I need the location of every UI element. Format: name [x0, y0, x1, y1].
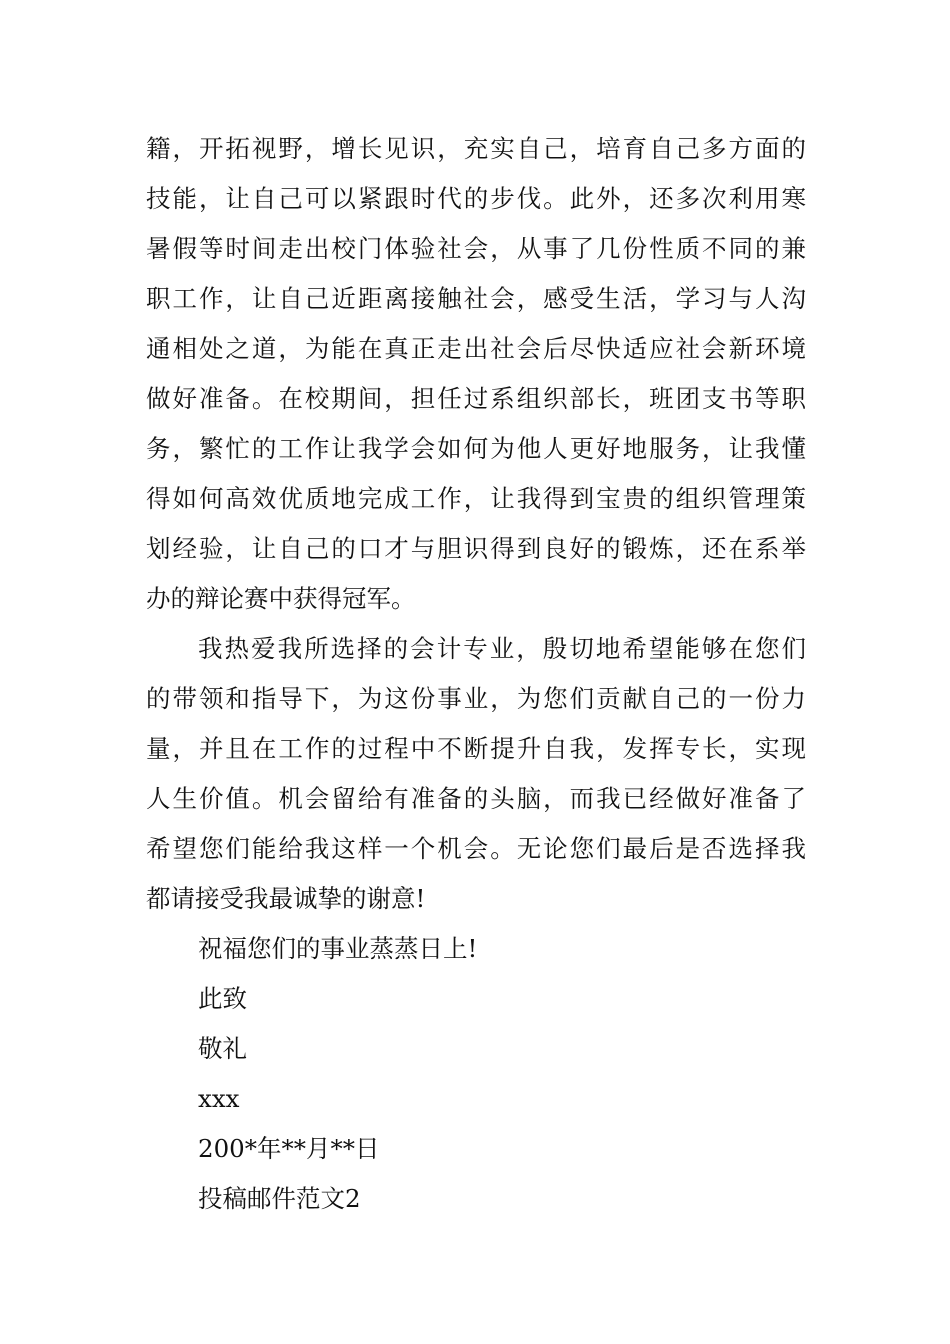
text-line: 务，繁忙的工作让我学会如何为他人更好地服务，让我懂 [146, 434, 806, 463]
text-line: 通相处之道，为能在真正走出社会后尽快适应社会新环境 [146, 334, 806, 363]
section-title: 投稿邮件范文2 [198, 1184, 361, 1213]
letter-body [146, 124, 806, 1224]
text-line: 划经验，让自己的口才与胆识得到良好的锻炼，还在系举 [146, 534, 806, 563]
text-line: 做好准备。在校期间，担任过系组织部长，班团支书等职 [146, 384, 806, 413]
paragraph-aspiration [146, 624, 806, 924]
text-line: 得如何高效优质地完成工作，让我得到宝贵的组织管理策 [146, 484, 806, 513]
text-line: 我热爱我所选择的会计专业，殷切地希望能够在您们 [198, 634, 806, 663]
text-line: 技能，让自己可以紧跟时代的步伐。此外，还多次利用寒 [146, 184, 806, 213]
date-line: 200*年**月**日 [198, 1134, 380, 1163]
blessing-line: 祝福您们的事业蒸蒸日上! [198, 934, 478, 963]
text-line: 人生价值。机会留给有准备的头脑，而我已经做好准备了 [146, 784, 806, 813]
text-line: 都请接受我最诚挚的谢意! [146, 884, 426, 913]
text-line: 籍，开拓视野，增长见识，充实自己，培育自己多方面的 [146, 134, 806, 163]
text-line: 暑假等时间走出校门体验社会，从事了几份性质不同的兼 [146, 234, 806, 263]
signature: xxx [198, 1084, 240, 1113]
closing-line: 此致 [198, 984, 247, 1013]
paragraph-experience [146, 124, 806, 624]
text-line: 办的辩论赛中获得冠军。 [146, 584, 416, 613]
text-line: 的带领和指导下，为这份事业，为您们贡献自己的一份力 [146, 684, 806, 713]
text-line: 希望您们能给我这样一个机会。无论您们最后是否选择我 [146, 834, 806, 863]
text-line: 量，并且在工作的过程中不断提升自我，发挥专长，实现 [146, 734, 806, 763]
salutation-line: 敬礼 [198, 1034, 247, 1063]
text-line: 职工作，让自己近距离接触社会，感受生活，学习与人沟 [146, 284, 806, 313]
